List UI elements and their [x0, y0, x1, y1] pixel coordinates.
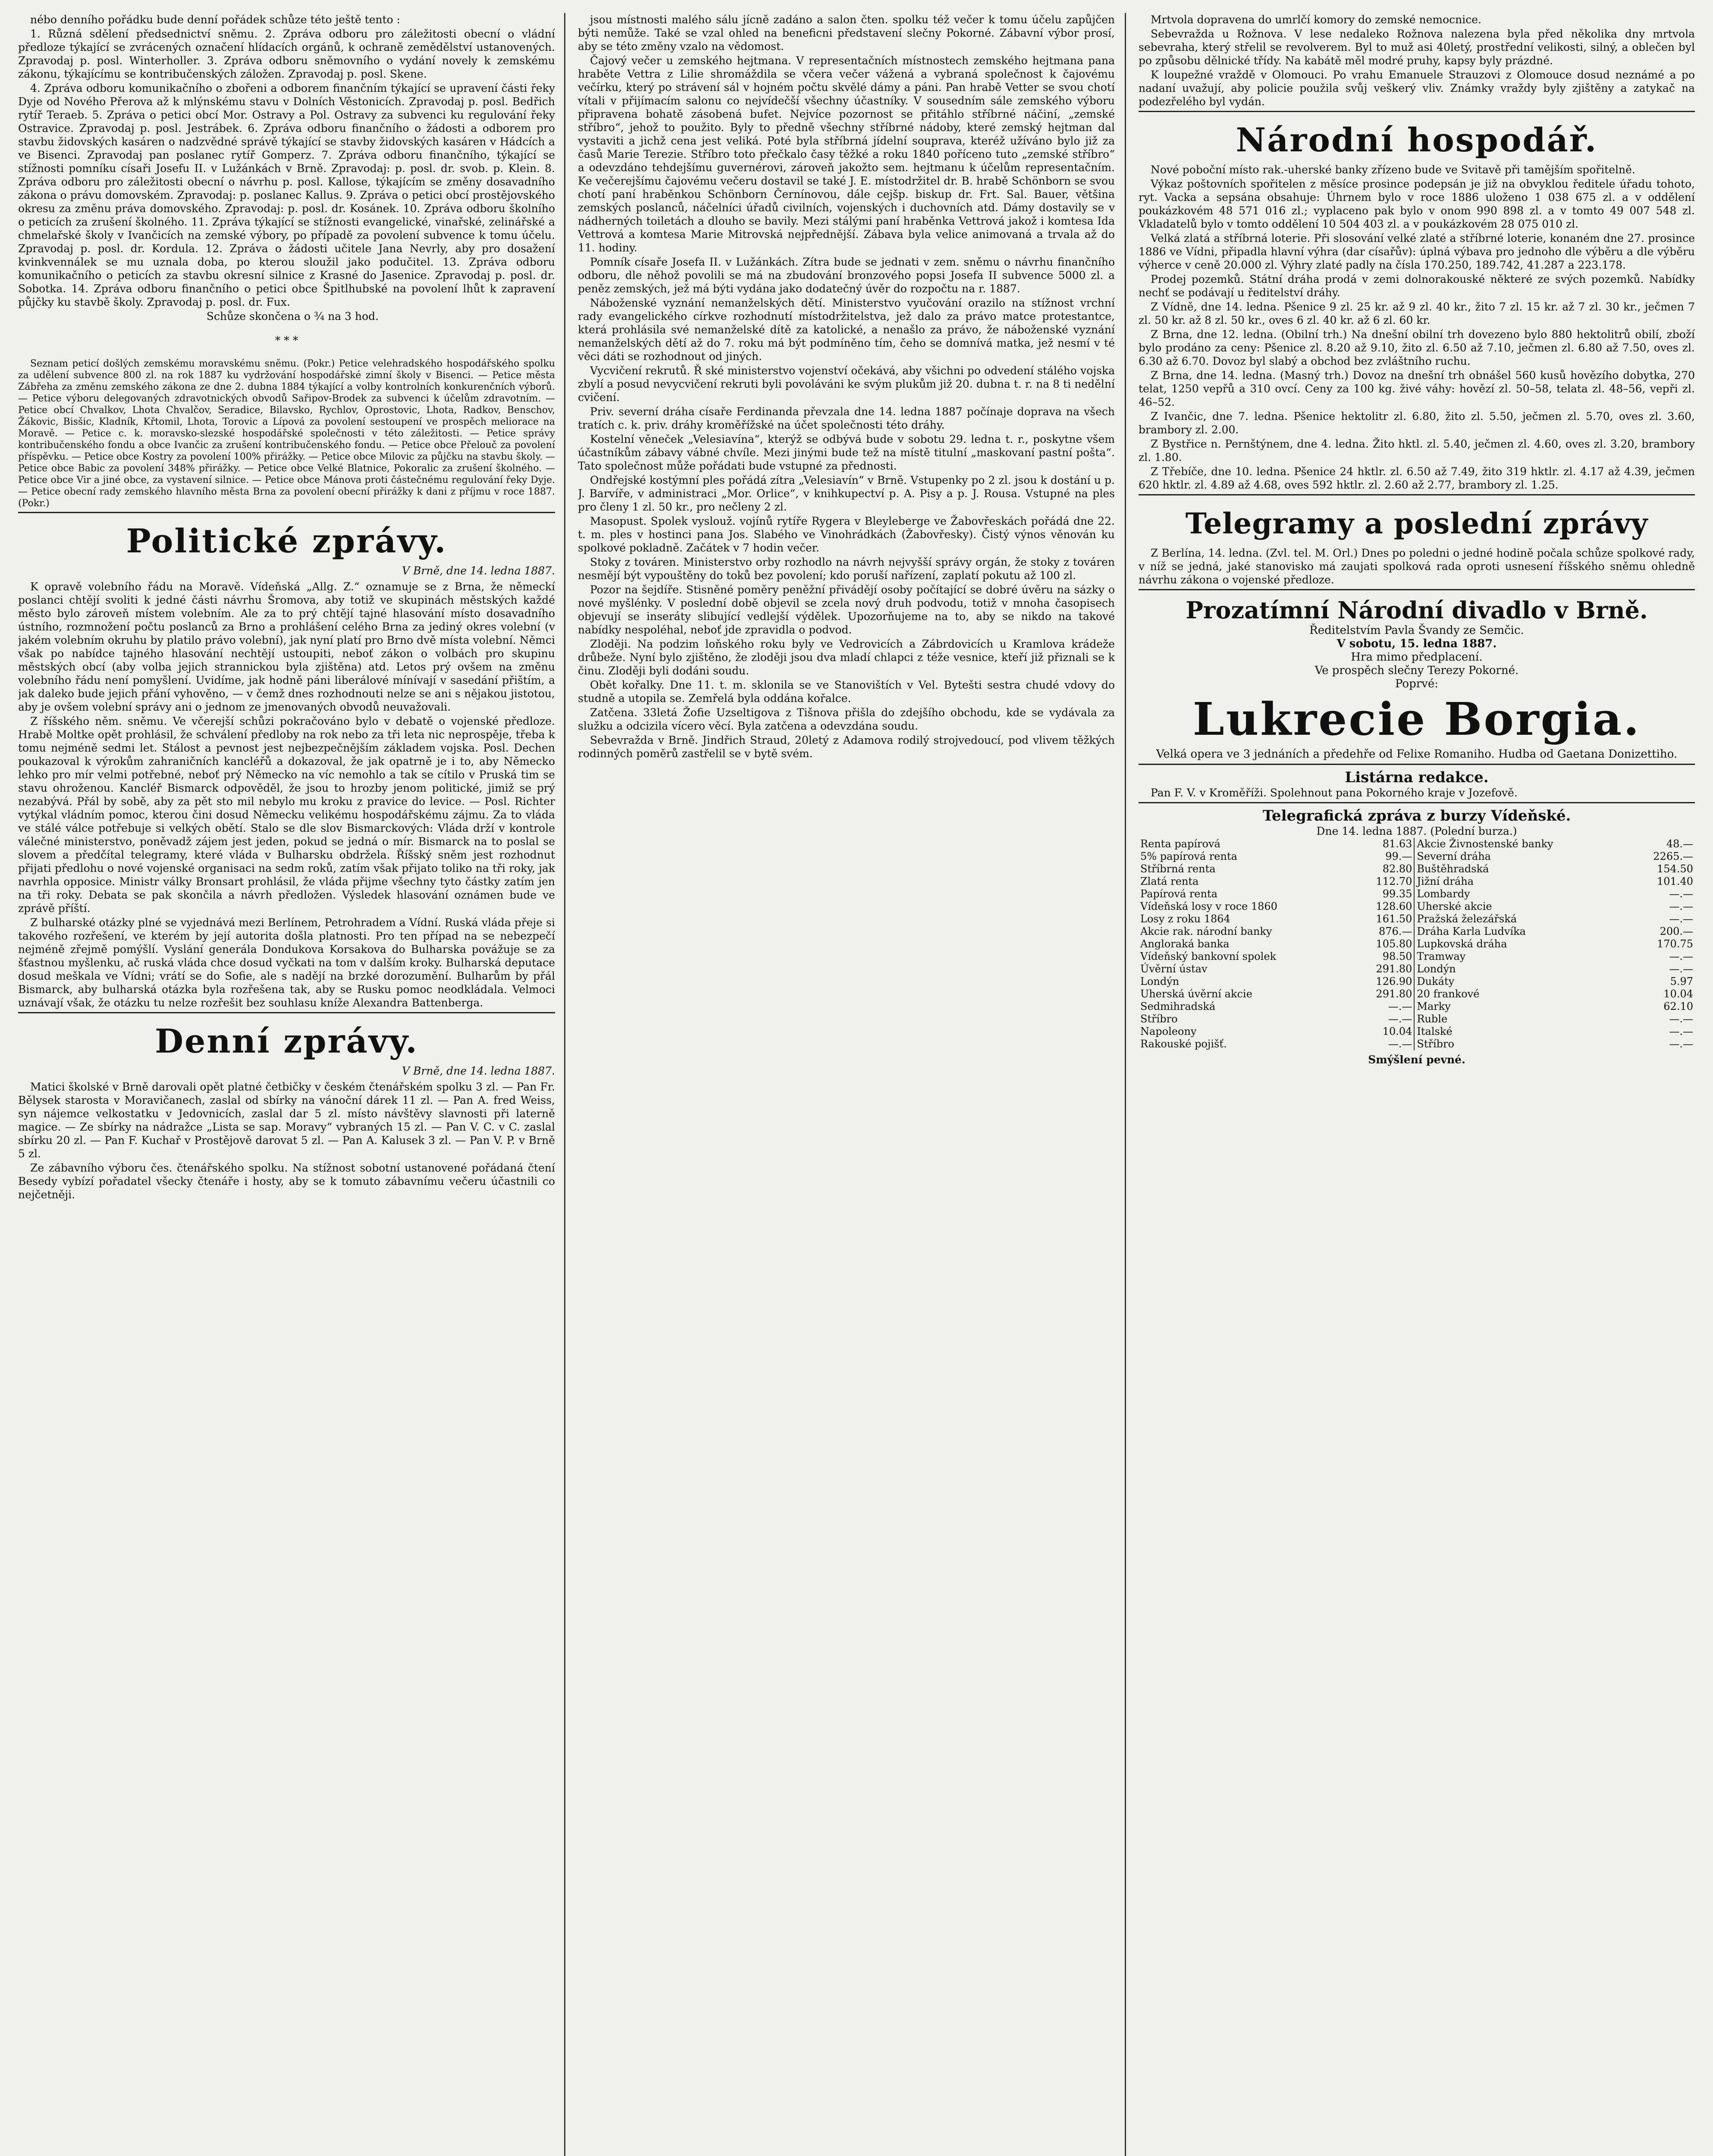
article: Čajový večer u zemského hejtmana. V representačních místnostech zemského hejtmana pana hraběte Vettra z Lilie shromáždila se včera večer vážená a vybraná společnost k čajovému večírku, který po strávení sál v hojném počtu skvělé dámy a páni. Pan hrabě Vetter se svou chotí vítali v přijímacím salonu co nejvídečší všechny účastníky. V sousedním sále zemského výboru připravena bohatě zásobená bufet. Nejvíce pozornost se přitáhlo stříbrné náčiní, „zemské stříbro“, jehož to použito. Byly to předně všechny stříbrné nádoby, které zemský hejtman dal vystaviti a jichž cena jest veliká. Poté byla stříbrná jídelní souprava, kteréž užíváno bylo již za časů Marie Terezie. Stříbro toto přečkalo časy těžké a roku 1840 poříceno tuto „zemské stříbro“ a odevzdáno tehdejšímu guvernérovi, zároveň jakožto sem. hejtmanu k účelům representačním. Ke večerejšímu čajovému večeru dostavil se také J. E. místodržitel dr. B. hrabě Schönborn se svou chotí paní hraběnkou Schönborn Černínovou, dále cejšp. biskup dr. Frt. Sal. Bauer, většina zemských poslanců, náčelníci úřadů civilních, vojenských i duchovních atd. Dámy dostavily se v nádherných toiletách a dlouho se bavily. Mezi stálými paní hraběnka Vettrová jakož i komtesa Ida Vettrová a komtesa Marie Mitrovská nejpřednější. Zábava byla velice animovaná a trvala až do 11. hodiny.	[578, 54, 1115, 254]
bourse-table	[1139, 838, 1695, 1050]
article: Stoky z továren. Ministerstvo orby rozhodlo na návrh nejvyšší správy orgán, že stoky z továren nesmějí být vypouštěny do toků bez povolení; kdo poruší nařízení, zaplatí pokutu až 100 zl.	[578, 556, 1115, 582]
article: K loupežné vraždě v Olomouci. Po vrahu Emanuele Strauzovi z Olomouce dosud neznámé a po nadaní uvažují, aby policie použila svůj veškerý vliv. Známky vraždy byly zjištěny a zatykač na podezřelého byl vydán.	[1139, 69, 1695, 108]
article: Sebevražda v Brně. Jindřich Straud, 20letý z Adamova rodilý strojvedoucí, pod vlivem těžkých rodinných poměrů zastřelil se v bytě svém.	[578, 734, 1115, 760]
bourse-value: 128.60	[1376, 900, 1412, 912]
bourse-value: 105.80	[1376, 938, 1412, 950]
bourse-value: —.—	[1388, 1038, 1412, 1050]
column-1	[18, 13, 555, 2156]
bourse-row	[1139, 1038, 1695, 1050]
bourse-value: —.—	[1669, 1025, 1693, 1037]
bourse-value: 291.80	[1376, 988, 1412, 1000]
bourse-name: Angloraká banka	[1140, 938, 1230, 950]
play-title: Lukrecie Borgia.	[1192, 693, 1641, 746]
bourse-name: Sedmihradská	[1140, 1000, 1216, 1012]
bourse-name: Ruble	[1417, 1013, 1448, 1025]
bourse-name: Pražská železářská	[1417, 913, 1517, 925]
bourse-value: 161.50	[1376, 913, 1412, 925]
bourse-name: Akcie rak. národní banky	[1140, 925, 1272, 937]
bourse-name: Vídeňská losy v roce 1860	[1140, 900, 1277, 912]
article: Z Brna, dne 12. ledna. (Obilní trh.) Na dnešní obilní trh dovezeno bylo 880 hektolitrů obilí, zboží bylo prodáno za ceny: Pšenice zl. 8.20 až 9.10, žito zl. 6.50 až 7.10, ječmen zl. 6.80 až 7.50, oves zl. 6.30 až 6.70. Dovoz byl slabý a obchod bez zvláštního ruchu.	[1139, 328, 1695, 367]
bourse-name: Stříbrná renta	[1140, 863, 1216, 875]
bourse-value: —.—	[1669, 1013, 1693, 1025]
article: Náboženské vyznání nemanželských dětí. Ministerstvo vyučování orazilo na stížnost vrchní rady evangelického církve rozhodnutí místodržitelstva, jež dalo za právo matce protestantce, která prohlásila své nemanželské dítě za katolické, a nenašlo za právo, že náboženské vyznání nemanželských dětí až do 7. roku má být podmíněno tím, čeho se domnívá matka, jež nesmí v té věci dáti se rozhodnout od jiných.	[578, 297, 1115, 363]
column-divider	[564, 13, 565, 2156]
bourse-row	[1139, 838, 1695, 850]
bourse-name: Dráha Karla Ludvíka	[1417, 925, 1526, 937]
bourse-value: 10.04	[1663, 988, 1693, 1000]
separator: * * *	[275, 334, 298, 347]
bourse-value: —.—	[1669, 913, 1693, 925]
theatre-benefit: Ve prospěch slečny Terezy Pokorné.	[1315, 664, 1519, 677]
section-rule	[18, 512, 555, 513]
bourse-value: —.—	[1669, 950, 1693, 962]
article: Masopust. Spolek vyslouž. vojínů rytíře Rygera v Bleyleberge ve Žabovřeskách pořádá dne 22. t. m. ples v hostinci pana Jos. Slabého ve Vinohrádkách (Žabovřesky). Čistý výnos věnován ku spolkové pokladně. Začátek v 7 hodin večer.	[578, 515, 1115, 554]
bourse-row	[1139, 888, 1695, 900]
article: Matici školské v Brně darovali opět platné četbičky v českém čtenářském spolku 3 zl. — Pan Fr. Bělysek starosta v Moravičanech, zaslal od sbírky na vánoční dárek 11 zl. — Pan A. fred Weiss, syn nájemce velkostatku v Jedovnicích, zaslal dar 5 zl. místo návštěvy slavnosti při laterně magice. — Ze sbírky na nádražce „Lista se sap. Moravy“ vybraných 15 zl. — Pan V. C. v C. zaslal sbírku 20 zl. — Pan F. Kuchař v Prostějově darovat 5 zl. — Pan A. Kalusek 3 zl. — Pan V. P. v Brně 5 zl.	[18, 1081, 555, 1160]
section-rule	[1139, 802, 1695, 803]
bourse-value: 200.—	[1660, 925, 1693, 937]
bourse-row	[1139, 975, 1695, 988]
bourse-value: —.—	[1388, 1013, 1412, 1025]
bourse-value: —.—	[1669, 888, 1693, 900]
bourse-title: Telegrafická zpráva z burzy Vídeňské.	[1262, 807, 1571, 824]
section-rule	[1139, 764, 1695, 765]
bourse-value: 48.—	[1666, 838, 1693, 850]
bourse-value: 112.70	[1376, 875, 1412, 887]
section-rule	[1139, 494, 1695, 495]
article: Sebevražda u Rožnova. V lese nedaleko Rožnova nalezena byla před několika dny mrtvola sebevraha, který střelil se revolverem. Byl to muž asi 40letý, prostřední velikosti, silný, a oblečen byl po způsobu dělnické třídy. Na kabátě měl modré pruhy, kapsy byly prázdné.	[1139, 28, 1695, 67]
bourse-value: 876.—	[1378, 925, 1412, 937]
article: Zatčena. 33letá Žofie Uzseltigova z Tišnova přišla do zdejšího obchodu, kde se vydávala za služku a odcizila vícero věcí. Byla zatčena a odevzdána soudu.	[578, 706, 1115, 732]
bourse-row	[1139, 1000, 1695, 1013]
bourse-name: Londýn	[1417, 963, 1456, 975]
article: Pomník císaře Josefa II. v Lužánkách. Zítra bude se jednati v zem. sněmu o návrhu finančního odboru, dle něhož povolili se má na zbudování bronzového popsi Josefa II subvence 5000 zl. a peněz zemských, jež má býti vydána jako dodatečný úvěr do rozpočtu na r. 1887.	[578, 256, 1115, 295]
bourse-value: 98.50	[1382, 950, 1412, 962]
article: Z bulharské otázky plné se vyjednává mezi Berlínem, Petrohradem a Vídní. Ruská vláda přeje si takového rozřešení, ve kterém by její autorita došla platnosti. Pro ten případ na se nebezpečí nejméně zřejmě pomýšlí. Vyslání generála Dondukova Korsakova do Bulharska povážuje se za šťastnou myšlenku, ač ruská vláda chce dosud vyčkati na tom v dalším kroky. Bulharská deputace dosud meškala ve Vídni; vrátí se do Sofie, ale s nadějí na brzké dorozumění. Bulharům by přál Bismarck, aby bulharská otázka byla rozřešena tak, aby se Rusku pomoc neodkládala. Velmoci uznávají však, že otázku tu nelze rozřešit bez souhlasu kníže Alexandra Battenberga.	[18, 916, 555, 1009]
article: Priv. severní dráha císaře Ferdinanda převzala dne 14. ledna 1887 počínaje doprava na všech tratích c. k. priv. dráhy kroměřížské na účet společnosti této dráhy.	[578, 405, 1115, 431]
bourse-value: 81.63	[1382, 838, 1412, 850]
bourse-value: 154.50	[1657, 863, 1693, 875]
bourse-name: Úvěrní ústav	[1140, 963, 1208, 975]
bourse-row	[1139, 1013, 1695, 1025]
section-title-telegramy: Telegramy a poslední zprávy	[1185, 507, 1648, 540]
column-divider	[1125, 13, 1126, 2156]
agenda-item: 4. Zpráva odboru komunikačního o zbořeni a odborem finančním týkající se upravení části řeky Dyje od Nového Přerova až k mlýnskému stavu v Dolních Věstonicích. Zpravodaj p. posl. Bedřich rytíř Teraeb. 5. Zpráva o petici obcí Mor. Ostravy a Pol. Ostravy za subvenci ku regulování řeky Ostravice. Zpravodaj p. posl. Jestrábek. 6. Zpráva odboru finančního o žádosti a odborem pro stavbu židovských kasáren o nadzvědné správě týkající se stavby židovských kasáren v Hádcích a ve Bisenci. Zpravodaj pan poslanec rytíř Gomperz. 7. Zpráva odboru finančního, týkající se stížnosti pomníku císaři Josefu II. v Lužánkách v Brně. Zpravodaj: p. posl. dr. svob. p. Klein. 8. Zpráva odboru pro záležitosti obecní o návrhu p. posl. Kallose, týkajícím se změny dosavadního zákona o právu domovském. Zpravodaj: p. poslanec Kallus. 9. Zpráva o petici obcí prostějovského okresu za změnu práva domovského. Zpravodaj: p. posl. dr. Kosánek. 10. Zpráva odboru školního o peticích za zrušení školného. 11. Zpráva týkající se stížnosti evangelické, vinařské, zelinářské a chmelařské školy v Ivančicích na zemské výbory, po případě za povolení subvence k tomu účelu. Zpravodaj p. posl. dr. Kordula. 12. Zpráva o žádosti učitele Jana Nevrly, aby pro dosažení kvinkvennálek se mu uznala doba, po kterou sloužil jako podučitel. 13. Zpráva odboru komunikačního o peticích za stavbu okresní silnice z Krasné do Jasenice. Zpravodaj p. posl. dr. Sobotka. 14. Zpráva odboru finančního o petici obce Špitlhubské na povolení lhůt k zapravení půjčky ku stavbě školy. Zpravodaj p. posl. dr. Fux.	[18, 82, 555, 308]
play-description: Velká opera ve 3 jednáních a předehře od Felixe Romaniho. Hudba od Gaetana Donizettiho.	[1156, 748, 1678, 761]
bourse-name: Tramway	[1417, 950, 1466, 962]
bourse-row	[1139, 913, 1695, 925]
article: Zloději. Na podzim loňského roku byly ve Vedrovicích a Zábrdovicích u Kramlova krádeže drůbeže. Nyní bylo zjištěno, že zloději jsou dva mladí chlapci z téže vesnice, kteří již přiznali se k činu. Zloději byli dodáni soudu.	[578, 638, 1115, 677]
bourse-row	[1139, 1025, 1695, 1038]
bourse-value: 101.40	[1657, 875, 1693, 887]
article: Ondřejské kostýmní ples pořádá zítra „Velesiavín“ v Brně. Vstupenky po 2 zl. jsou k dostání u p. J. Barvíře, v administraci „Mor. Orlice“, v knihkupectví p. A. Pisy a p. J. Rousa. Vstupné na ples pro členy 1 zl. 50 kr., pro nečleny 2 zl.	[578, 474, 1115, 513]
article: Obět kořalky. Dne 11. t. m. sklonila se ve Stanovištích v Vel. Bytešti sestra chudé vdovy do studně a utopila se. Zemřelá byla oddána kořalce.	[578, 679, 1115, 705]
listarna-text: Pan F. V. v Kroměříži. Spolehnout pana Pokorného kraje v Jozefově.	[1151, 787, 1518, 799]
article: Mrtvola dopravena do umrlčí komory do zemské nemocnice.	[1151, 13, 1481, 26]
bourse-value: 62.10	[1663, 1000, 1693, 1012]
intro-text: nébo denního pořádku bude denní pořádek schůze této ještě tento :	[30, 13, 401, 26]
article: jsou místnosti malého sálu jícně zadáno a salon čten. spolku též večer k tomu účelu zapůjčen býti nemůže. Také se vzal ohled na beneficni představení slečny Pokorné. Zábavní výbor prosí, aby se této změny vzalo na vědomost.	[578, 13, 1115, 53]
agenda-item: 1. Různá sdělení předsednictví sněmu. 2. Zpráva odboru pro záležitosti obecní o vládní předloze týkající se zvrácených označení hlídacích orgánů, k ochraně zemědělství ustanovených. Zpravodaj p. posl. Winterholler. 3. Zpráva odboru sněmovního o vydání novely k zemskému zákonu, týkajícímu se kontribučenských záložen. Zpravodaj p. posl. Skene.	[18, 28, 555, 80]
dateline: V Brně, dne 14. ledna 1887.	[402, 564, 555, 577]
article: K opravě volebního řádu na Moravě. Vídeňská „Allg. Z.“ oznamuje se z Brna, že německí poslanci chtějí svoliti k jedné části návrhu Šromova, aby totiž ve skupinách městských každé město bylo zároveň místem volebním. Ale za to prý chtějí tajné hlasování místo dosavadního ústního, rozmnožení počtu poslanců za Brno a prohlášení celého Brna za jediný okres volební (v jakém volebním okruhu by platilo právo volební), jak nyní platí pro Brno dvě místa volební. Němci však po nabídce tajného hlasování nechtějí ustoupiti, neboť zákon o volbách pro skupinu městských obcí (aby volba jejich strannickou byla zjištěna) atd. Letos prý ovšem na změnu volebního řádu není pomyšlení. Uvidíme, jak hodně páni liberálové mínívají v sasedání přištím, a jak daleko bude jejich přání vyhověno, — v čemž dnes rozhodnouti nelze se ani s nějakou jistotou, aby je ovšem volební správy ani o jednom ze jmenovaných obvodů neuvažovali.	[18, 580, 555, 713]
article: Z Ivančic, dne 7. ledna. Pšenice hektolitr zl. 6.80, žito zl. 5.50, ječmen zl. 5.70, oves zl. 3.60, brambory zl. 2.00.	[1139, 410, 1695, 436]
section-rule	[1139, 589, 1695, 590]
bourse-name: Dukáty	[1417, 975, 1455, 987]
bourse-name: Italské	[1417, 1025, 1453, 1037]
bourse-value: 291.80	[1376, 963, 1412, 975]
bourse-footer: Smýšlení pevné.	[1368, 1053, 1465, 1066]
bourse-row	[1139, 950, 1695, 963]
article: Z říšského něm. sněmu. Ve včerejší schůzi pokračováno bylo v debatě o vojenské předloze. Hrabě Moltke opět prohlásil, že schválení předloby na rok nebo za tři leta nic neprospěje, třeba k tomu nejméně sedmi let. Stálost a pevnost jest nejbezpečnějším základem vojska. Posl. Dechen poukazoval k výrokům zahraničních kancléřů a dokazoval, že jak opatrně je i to, aby Německo lehko pro mír velmi potřebné, neboť prý Německo na víc nemohlo a tak se cítilo v Pruská tim se stavu ohroženou. Kancléř Bismarck odpověděl, že jsou to hrozby jenom politické, jimiž se prý nezabývá. Přál by sobě, aby za pět sto mil nebylo mu kroku z pravice do levice. — Posl. Richter vytýkal vládním pomoc, kterou čini dosud Německu velikému hospodářskému zájmu. Za to vláda ve stálé válce potřebuje si velkých obětí. Stalo se dle slov Bismarckových: Vláda drží v kontrole válečné ministerstvo, poněvadž zájem jest jeden, pokud se jedná o mír. Bismarck na to poslal se slovem a předčítal telegramy, které vláda v Bulharsku obdržela. Říšský sněm jest rozhodnut přijati předlohu o nové vojenské organisaci na sedm roků, zatím však přijato toliko na tři roky, jak navrhla opposice. Ministr války Bronsart prohlásil, že vláda přijme všechny tyto částky zatím jen na tři roky. Debata se pak skončila a návrh předložen. Výsledek hlasování oznámen bude ve zprávě příští.	[18, 715, 555, 915]
bourse-value: 170.75	[1657, 938, 1693, 950]
article: Nové poboční místo rak.-uherské banky zřízeno bude ve Svitavě při tamějším spořitelně.	[1151, 163, 1635, 176]
section-title-denni: Denní zprávy.	[155, 1022, 418, 1060]
bourse-name: Jižní dráha	[1417, 875, 1474, 887]
article: Kostelní věneček „Velesiavína“, kterýž se odbývá bude v sobotu 29. ledna t. r., poskytne všem účastníkům zábavy vábné chvíle. Mezi jinými bude tež na místě titulní „maskovaní pastní pošta“. Tato společnost může pořádati bude vstupné za přednosti.	[578, 433, 1115, 472]
section-rule	[18, 1012, 555, 1013]
article: Z Brna, dne 14. ledna. (Masný trh.) Dovoz na dnešní trh obnášel 560 kusů hovězího dobytka, 270 telat, 1250 vepřů a 310 ovcí. Ceny za 100 kg. živé váhy: hovězí zl. 50–58, telata zl. 48–56, vepři zl. 46–52.	[1139, 369, 1695, 408]
bourse-name: Severní dráha	[1417, 850, 1491, 862]
bourse-value: 82.80	[1382, 863, 1412, 875]
article: Výkaz poštovních spořitelen z měsíce prosince podepsán je již na obvyklou ředitele úřadu tohoto, ryt. Vacka a sepsána obsahuje: Úhrnem bylo v roce 1886 uloženo 1 038 675 zl. a v oddělení poukázkovém 48 571 016 zl.; vyplaceno pak bylo v onom 990 898 zl. a v tomto 49 007 548 zl. Vkladatelů bylo v tomto oddělení 10 504 403 zl. a v poukázkovém 28 075 010 zl.	[1139, 178, 1695, 230]
bourse-value: 126.90	[1376, 975, 1412, 987]
bourse-value: 10.04	[1382, 1025, 1412, 1037]
theatre-extra: Hra mimo předplacení.	[1351, 651, 1483, 664]
bourse-name: 20 frankové	[1417, 988, 1480, 1000]
bourse-name: Stříbro	[1417, 1038, 1454, 1050]
bourse-name: Buštěhradská	[1417, 863, 1489, 875]
bourse-name: 5% papírová renta	[1140, 850, 1237, 862]
bourse-name: Akcie Živnostenské banky	[1417, 838, 1553, 850]
petitions-list: Seznam peticí došlých zemskému moravskému sněmu. (Pokr.) Petice velehradského hospodářského spolku za udělení subvence 800 zl. na rok 1887 ku vydržování hospodářské zimní školy v Bisenci. — Petice města Zábřeha za změnu zemského zákona ze dne 2. dubna 1884 týkající a volby kontrolních konkurenčních výborů. — Petice výboru delegovaných zdravotnických obvodů Sařipov-Brodek za subvenci k účelům zdravotním. — Petice obcí Chvalkov, Lhota Chvalčov, Seradice, Bilavsko, Rychlov, Oprostovic, Lhota, Radkov, Benschov, Žákovic, Bisšic, Kladník, Křtomil, Lhota, Torovic a Lípová za povolení sestoupení ve prospěch meliorace na Moravě. — Petice c. k. moravsko-slezské hospodářské společnosti v této záležitosti. — Petice správy kontribučenského fondu a obce Ivančic za zrušení kontribučenského fondu. — Petice obce Přelouč za povolení příspěvku. — Petice obce Kostry za povolení 100% přirážky. — Petice obce Milovic za půjčku na stavbu školy. — Petice obce Babic za povolení 348% přirážky. — Petice obce Velké Blatnice, Pokoralic za zrušení školného. — Petice obce Vir a jiné obce, za vystavení silnice. — Petice obce Mánova proti částečnému regulování řeky Dyje. — Petice obecní rady zemského hlavního města Brna za povolení obecní přirážky k dani z příjmu v roce 1887. (Pokr.)	[18, 358, 555, 509]
bourse-value: —.—	[1669, 963, 1693, 975]
article: Ze zábavního výboru čes. čtenářského spolku. Na stížnost sobotní ustanovené pořádaná čtení Besedy vybízí pořadatel všecky čtenáře i hosty, aby se k tomuto zábavnímu večeru účastnili co nejčetněji.	[18, 1162, 555, 1201]
article: Pozor na šejdíře. Stisněné poměry peněžní přivádějí osoby počítající se dobré úvěru na sázky o nové myšlénky. V poslední době objevil se zcela nový druh podvodu, totiž v mnoha časopisech objevují se inseráty slibující vedlejší výdělek. Upozorňujeme na to, aby se nikdo na takové nabídky nespoléhal, neboť jde zpravidla o podvod.	[578, 583, 1115, 636]
bourse-row	[1139, 900, 1695, 913]
theatre-title: Prozatímní Národní divadlo v Brně.	[1186, 596, 1648, 624]
bourse-row	[1139, 963, 1695, 975]
bourse-name: Papírová renta	[1140, 888, 1217, 900]
article: Vycvičení rekrutů. Ř ské ministerstvo vojenství očekává, aby všichni po odvedení stálého vojska zbylí a posud nevycvičení rekruti byli povoláváni ke svým plukům již 20. dubna t. r. na 8 ti nedělní cvičení.	[578, 364, 1115, 404]
bourse-name: Stříbro	[1140, 1013, 1178, 1025]
theatre-first-time: Poprvé:	[1395, 677, 1438, 690]
dateline: V Brně, dne 14. ledna 1887.	[402, 1065, 555, 1077]
bourse-name: Uherské akcie	[1417, 900, 1492, 912]
section-title-hospodar: Národní hospodář.	[1236, 121, 1598, 159]
bourse-value: 2265.—	[1653, 850, 1693, 862]
bourse-value: —.—	[1669, 1038, 1693, 1050]
session-end: Schůze skončena o ¾ na 3 hod.	[206, 310, 379, 323]
bourse-row	[1139, 925, 1695, 938]
bourse-row	[1139, 988, 1695, 1000]
article: Z Berlína, 14. ledna. (Zvl. tel. M. Orl.) Dnes po poledni o jedné hodině počala schůze spolkové rady, v níž se jedná, jaké stanovisko má zaujati spolková rada oproti usnesení říšského sněmu ohledně návrhu zákona o vojenské předloze.	[1139, 547, 1695, 586]
bourse-row	[1139, 863, 1695, 875]
bourse-name: Uherská úvěrní akcie	[1140, 988, 1252, 1000]
article: Prodej pozemků. Státní dráha prodá v zemi dolnorakouské některé ze svých pozemků. Nabídky nechť se podávají u ředitelství dráhy.	[1139, 273, 1695, 299]
bourse-subtitle: Dne 14. ledna 1887. (Polední burza.)	[1316, 825, 1517, 837]
bourse-name: Lombardy	[1417, 888, 1470, 900]
bourse-name: Rakouské pojišť.	[1140, 1038, 1227, 1050]
bourse-name: Lupkovská dráha	[1417, 938, 1507, 950]
bourse-name: Marky	[1417, 1000, 1451, 1012]
bourse-name: Zlatá renta	[1140, 875, 1199, 887]
column-3	[1139, 13, 1695, 2156]
article: Velká zlatá a stříbrná loterie. Při slosování velké zlaté a stříbrné loterie, konaném dne 27. prosince 1886 ve Vídni, připadla hlavní výhra (dar císařův): úplná výbava pro jednoho dle výběru a dle výběru výherce v ceně 20.000 zl. Výhry zlaté padly na čísla 170.250, 189.742, 41.287 a 223.178.	[1139, 232, 1695, 271]
article: Z Třebíče, dne 10. ledna. Pšenice 24 hktlr. zl. 6.50 až 7.49, žito 319 hktlr. zl. 4.17 až 4.39, ječmen 620 hktlr. zl. 4.89 až 4.68, oves 592 hktlr. zl. 2.60 až 2.77, brambory zl. 1.25.	[1139, 465, 1695, 491]
theatre-director: Ředitelstvím Pavla Švandy ze Semčic.	[1309, 624, 1524, 637]
bourse-name: Napoleony	[1140, 1025, 1197, 1037]
theatre-date: V sobotu, 15. ledna 1887.	[1337, 637, 1497, 650]
bourse-name: Renta papírová	[1140, 838, 1220, 850]
bourse-row	[1139, 938, 1695, 950]
article: Z Bystřice n. Pernštýnem, dne 4. ledna. Žito hktl. zl. 5.40, ječmen zl. 4.60, oves zl. 3.20, brambory zl. 1.80.	[1139, 438, 1695, 464]
bourse-name: Londýn	[1140, 975, 1180, 987]
bourse-value: —.—	[1388, 1000, 1412, 1012]
listarna-title: Listárna redakce.	[1345, 769, 1489, 786]
bourse-value: —.—	[1669, 900, 1693, 912]
section-rule	[1139, 111, 1695, 112]
bourse-value: 5.97	[1670, 975, 1693, 987]
bourse-row	[1139, 850, 1695, 863]
section-title-politicke: Politické zprávy.	[126, 522, 447, 560]
bourse-row	[1139, 875, 1695, 888]
bourse-value: 99.35	[1382, 888, 1412, 900]
column-2	[578, 13, 1115, 2156]
bourse-name: Losy z roku 1864	[1140, 913, 1230, 925]
article: Z Vídně, dne 14. ledna. Pšenice 9 zl. 25 kr. až 9 zl. 40 kr., žito 7 zl. 15 kr. až 7 zl. 30 kr., ječmen 7 zl. 50 kr. až 8 zl. 50 kr., oves 6 zl. 40 kr. až 6 zl. 60 kr.	[1139, 301, 1695, 326]
bourse-name: Vídeňský bankovní spolek	[1140, 950, 1277, 962]
bourse-value: 99.—	[1385, 850, 1412, 862]
